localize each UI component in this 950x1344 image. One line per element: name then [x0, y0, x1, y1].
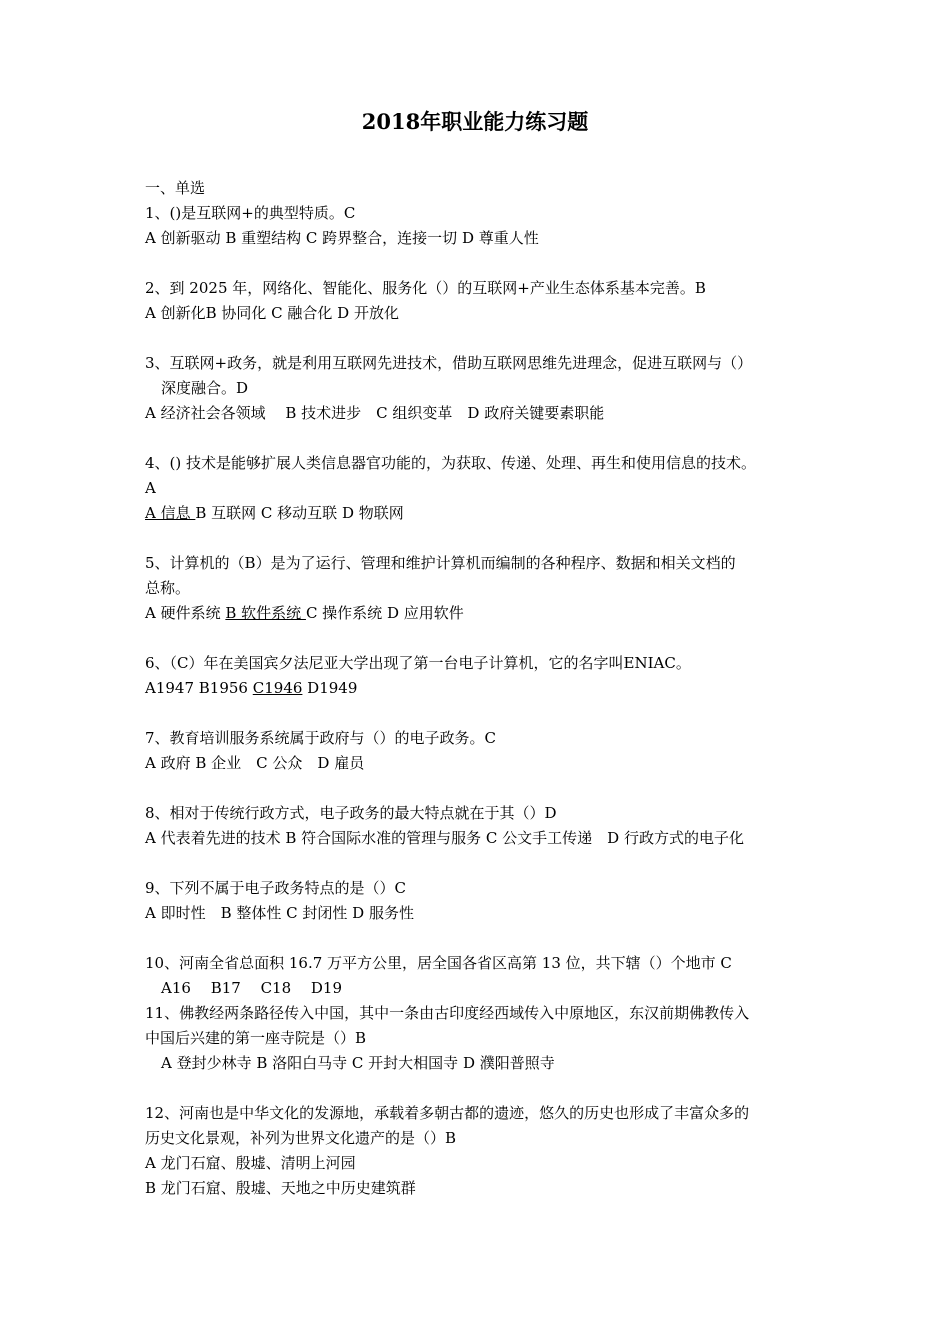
question-7-stem: 7、教育培训服务系统属于政府与（）的电子政务。C — [145, 729, 497, 747]
question-11-options: A 登封少林寺 B 洛阳白马寺 C 开封大相国寺 D 濮阳普照寺 — [161, 1054, 555, 1072]
section-heading: 一、单选 — [145, 179, 206, 197]
spacer — [145, 426, 825, 451]
question-12-stem: 12、河南也是中华文化的发源地，承载着多朝古都的遗迹，悠久的历史也形成了丰富众多的 — [145, 1104, 750, 1122]
question-10-options: A16 B17 C18 D19 — [161, 979, 343, 997]
spacer — [145, 526, 825, 551]
question-2-options: A 创新化B 协同化 C 融合化 D 开放化 — [145, 304, 399, 322]
spacer — [145, 326, 825, 351]
question-3-options: A 经济社会各领域 B 技术进步 C 组织变革 D 政府关键要素职能 — [145, 404, 605, 422]
question-5-options-rest: C 操作系统 D 应用软件 — [305, 604, 464, 622]
question-4-option-a-underlined: A 信息 — [145, 504, 196, 522]
question-1-stem: 1、()是互联网+的典型特质。C — [145, 204, 356, 222]
question-11-stem: 11、佛教经两条路径传入中国，其中一条由古印度经西域传入中原地区，东汉前期佛教传入 — [145, 1004, 750, 1022]
question-6-options-start: A1947 B1956 — [145, 679, 253, 697]
page-title: 2018年职业能力练习题 — [361, 109, 589, 134]
spacer — [145, 926, 825, 951]
question-10-stem: 10、河南全省总面积 16.7 万平方公里，居全国各省区高第 13 位，共下辖（）个地市 C — [145, 954, 732, 972]
question-5-options — [145, 601, 825, 626]
spacer — [145, 251, 825, 276]
question-5-option-b-underlined: B 软件系统 — [225, 604, 306, 622]
question-9-stem: 9、下列不属于电子政务特点的是（）C — [145, 879, 407, 897]
question-4-options-rest: B 互联网 C 移动互联 D 物联网 — [195, 504, 404, 522]
question-6-option-c-underlined: C1946 — [252, 679, 303, 697]
question-6-option-d: D1949 — [302, 679, 358, 697]
question-12-stem-continued: 历史文化景观，补列为世界文化遗产的是（）B — [145, 1129, 457, 1147]
question-1-options: A 创新驱动 B 重塑结构 C 跨界整合，连接一切 D 尊重人性 — [145, 229, 539, 247]
question-5-stem: 5、计算机的（B）是为了运行、管理和维护计算机而编制的各种程序、数据和相关文档的 — [145, 554, 736, 572]
question-5-option-a: A 硬件系统 — [145, 604, 226, 622]
spacer — [145, 776, 825, 801]
question-9-options: A 即时性 B 整体性 C 封闭性 D 服务性 — [145, 904, 414, 922]
spacer — [145, 626, 825, 651]
question-4-options — [145, 501, 825, 526]
question-5-stem-continued: 总称。 — [145, 579, 191, 597]
spacer — [145, 851, 825, 876]
question-3-stem: 3、互联网+政务，就是利用互联网先进技术，借助互联网思维先进理念，促进互联网与（） — [145, 354, 753, 372]
question-4-stem: 4、() 技术是能够扩展人类信息器官功能的，为获取、传递、处理、再生和使用信息的技术。 — [145, 454, 757, 472]
question-11-stem-continued: 中国后兴建的第一座寺院是（）B — [145, 1029, 367, 1047]
spacer — [145, 701, 825, 726]
question-8-options: A 代表着先进的技术 B 符合国际水准的管理与服务 C 公文手工传递 D 行政方式的电子化 — [145, 829, 744, 847]
spacer — [145, 1076, 825, 1101]
question-6-stem: 6、（C）年在美国宾夕法尼亚大学出现了第一台电子计算机，它的名字叫ENIAC。 — [145, 654, 691, 672]
question-12-option-b: B 龙门石窟、殷墟、天地之中历史建筑群 — [145, 1179, 416, 1197]
question-list — [145, 176, 825, 1201]
question-8-stem: 8、相对于传统行政方式，电子政务的最大特点就在于其（）D — [145, 804, 557, 822]
question-3-stem-continued: 深度融合。D — [161, 379, 249, 397]
question-2-stem: 2、到 2025 年，网络化、智能化、服务化（）的互联网+产业生态体系基本完善。B — [145, 279, 706, 297]
question-6-options — [145, 676, 825, 701]
question-7-options: A 政府 B 企业 C 公众 D 雇员 — [145, 754, 365, 772]
question-12-option-a: A 龙门石窟、殷墟、清明上河园 — [145, 1154, 356, 1172]
question-4-answer: A — [145, 479, 156, 497]
